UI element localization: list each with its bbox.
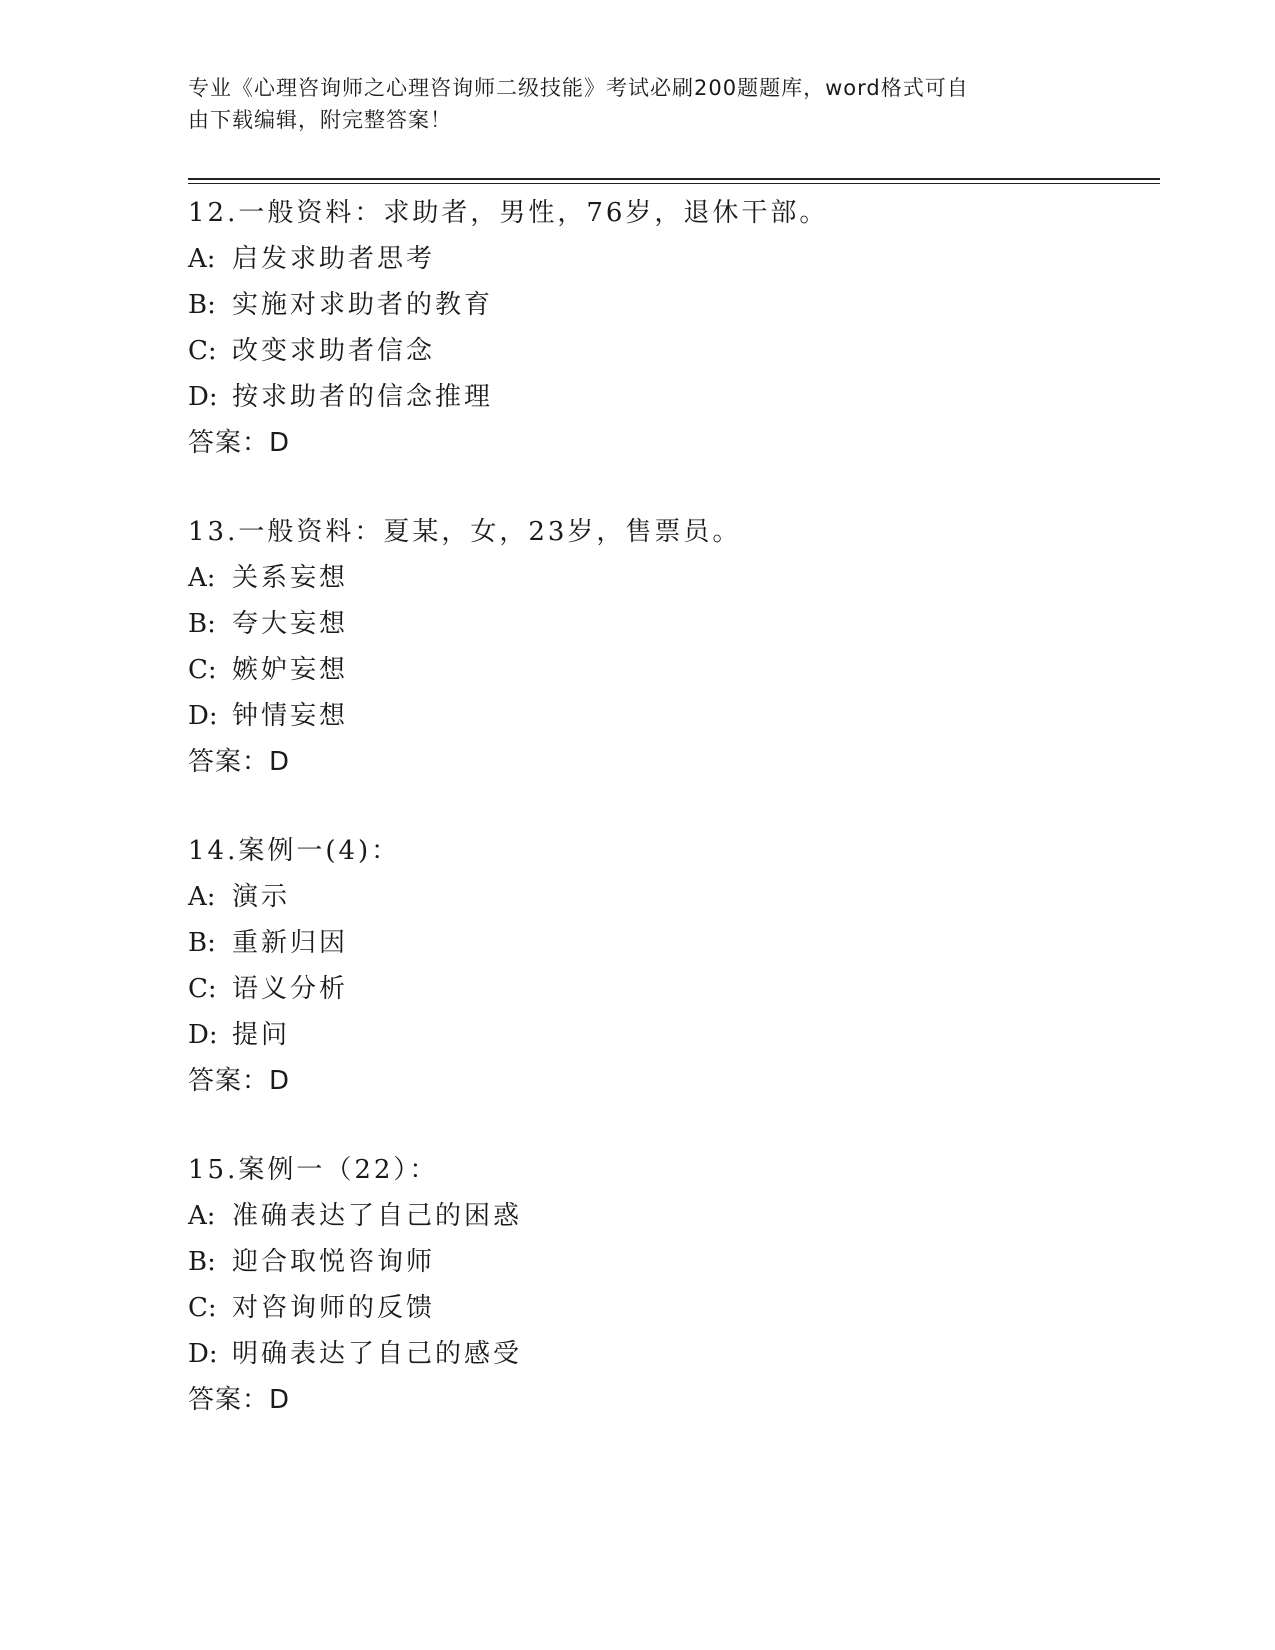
option-a [188,874,1168,920]
document-header [188,72,1088,136]
question-14 [188,828,1168,1104]
option-text: 嫉妒妄想 [232,655,349,685]
header-divider-thick [188,178,1160,180]
option-b [188,920,1168,966]
option-text: 迎合取悦咨询师 [232,1247,436,1277]
option-letter: B: [188,609,216,639]
option-d [188,1331,1168,1377]
option-letter: A: [188,563,216,593]
question-stem: 12.一般资料：求助者，男性，76岁，退休干部。 [188,198,829,228]
option-c [188,1285,1168,1331]
option-letter: C: [188,336,217,366]
header-divider-thin [188,183,1160,184]
option-text: 演示 [232,882,291,912]
option-text: 重新归因 [232,928,349,958]
option-text: 对咨询师的反馈 [232,1293,436,1323]
question-13 [188,509,1168,785]
question-15 [188,1147,1168,1423]
option-c [188,328,1168,374]
option-a [188,1193,1168,1239]
option-b [188,1239,1168,1285]
question-stem: 15.案例一（22）： [188,1155,439,1185]
option-text: 启发求助者思考 [232,244,436,274]
option-b [188,282,1168,328]
question-12 [188,190,1168,466]
option-letter: D: [188,1339,218,1369]
answer-line: 答案：D [188,428,291,458]
option-b [188,601,1168,647]
option-text: 实施对求助者的教育 [232,290,494,320]
option-text: 改变求助者信念 [232,336,436,366]
answer-line: 答案：D [188,1385,291,1415]
option-letter: A: [188,244,216,274]
answer-line: 答案：D [188,747,291,777]
option-text: 明确表达了自己的感受 [232,1339,523,1369]
option-letter: D: [188,382,218,412]
option-d [188,693,1168,739]
option-a [188,555,1168,601]
option-text: 钟情妄想 [232,701,349,731]
option-text: 语义分析 [232,974,349,1004]
option-text: 关系妄想 [232,563,349,593]
option-letter: D: [188,1020,218,1050]
option-c [188,966,1168,1012]
option-letter: A: [188,1201,216,1231]
question-list [188,190,1168,1466]
option-letter: B: [188,928,216,958]
question-stem: 14.案例一(4)： [188,836,401,866]
option-c [188,647,1168,693]
header-line-1: 专业《心理咨询师之心理咨询师二级技能》考试必刷200题题库，word格式可自 [188,76,969,100]
option-a [188,236,1168,282]
header-line-2: 由下载编辑，附完整答案！ [188,108,452,132]
option-text: 按求助者的信念推理 [232,382,494,412]
option-d [188,1012,1168,1058]
option-letter: C: [188,655,217,685]
option-letter: C: [188,1293,217,1323]
option-text: 准确表达了自己的困惑 [232,1201,523,1231]
option-letter: D: [188,701,218,731]
option-letter: B: [188,290,216,320]
option-text: 夸大妄想 [232,609,349,639]
option-letter: C: [188,974,217,1004]
option-d [188,374,1168,420]
option-letter: A: [188,882,216,912]
option-letter: B: [188,1247,216,1277]
answer-line: 答案：D [188,1066,291,1096]
option-text: 提问 [232,1020,291,1050]
question-stem: 13.一般资料：夏某，女，23岁，售票员。 [188,517,742,547]
